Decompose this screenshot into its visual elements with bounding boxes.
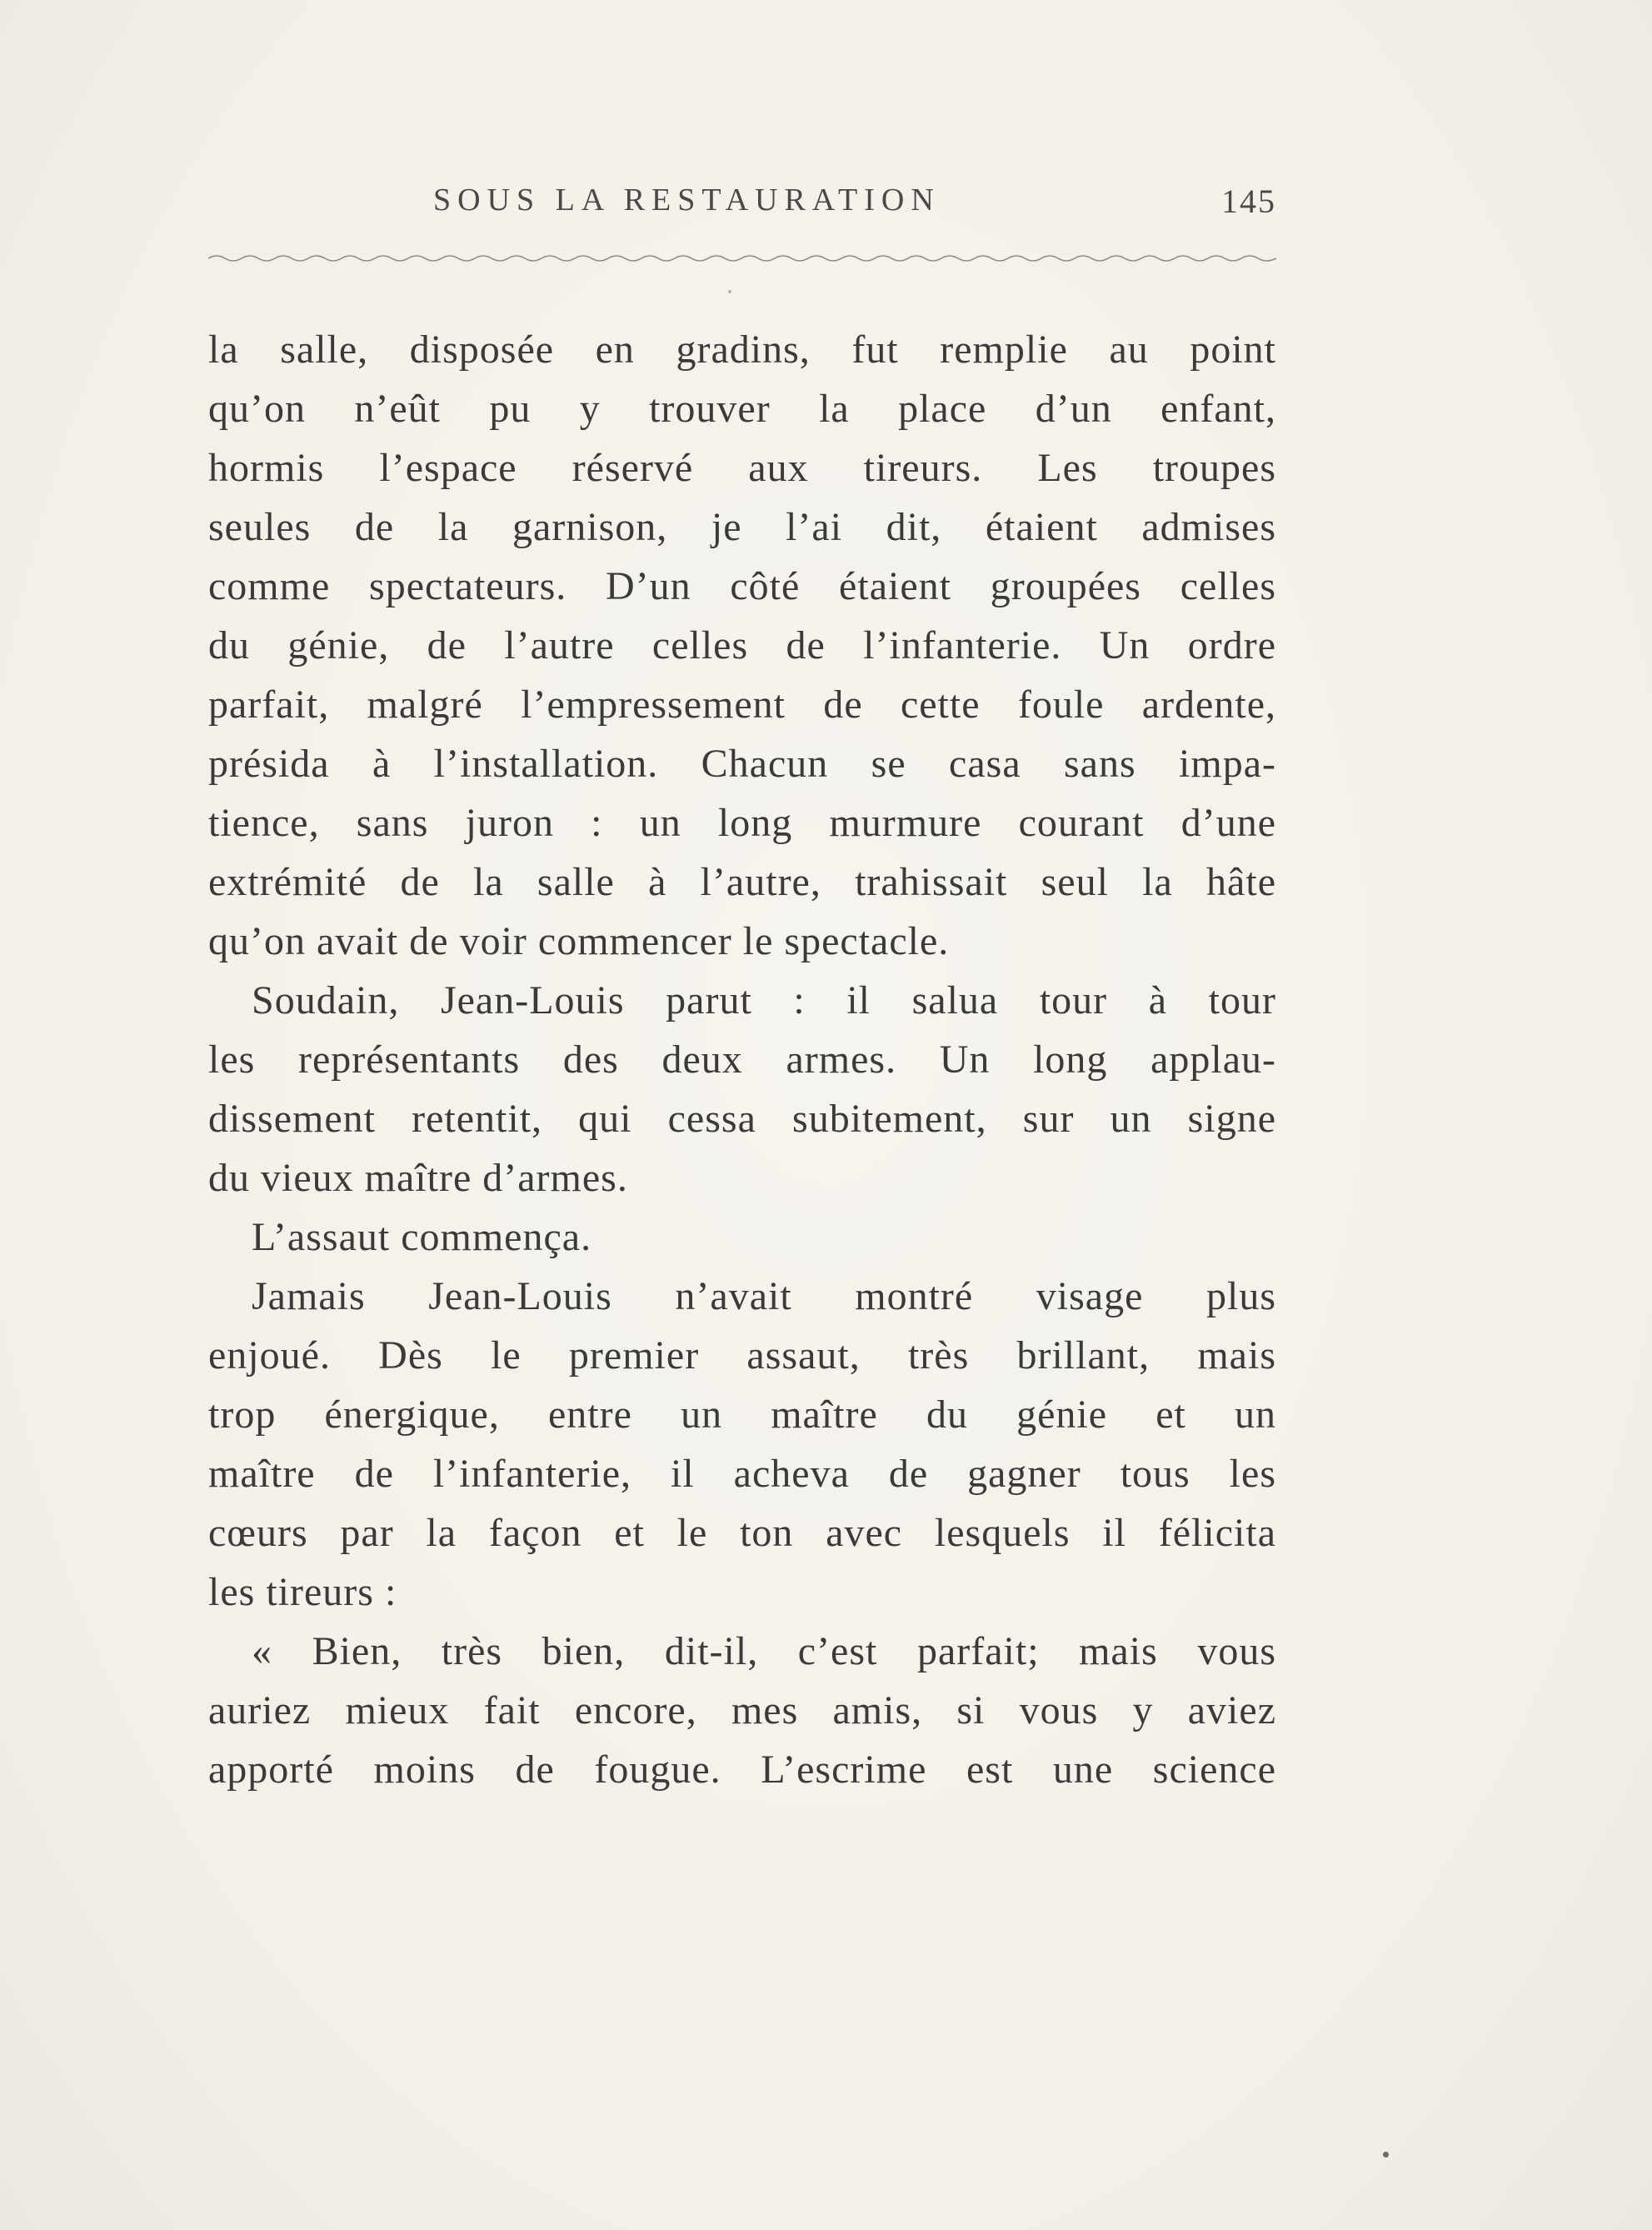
text-line: enjoué. Dès le premier assaut, très brillant, mais bbox=[208, 1333, 1276, 1378]
ornamental-rule bbox=[208, 250, 1276, 267]
text-line: trop énergique, entre un maître du génie et un bbox=[208, 1392, 1276, 1437]
text-line: dissement retentit, qui cessa subitement, sur un signe bbox=[208, 1097, 1276, 1141]
text-line: L’assaut commença. bbox=[252, 1215, 592, 1259]
paper-speck bbox=[728, 290, 731, 293]
text-line: cœurs par la façon et le ton avec lesquels il félicita bbox=[208, 1511, 1276, 1555]
text-line: du génie, de l’autre celles de l’infanterie. Un ordre bbox=[208, 623, 1276, 668]
text-line: les tireurs : bbox=[208, 1570, 397, 1614]
text-line: Soudain, Jean-Louis parut : il salua tour à tour bbox=[252, 978, 1276, 1022]
text-line: Jamais Jean-Louis n’avait montré visage plus bbox=[252, 1274, 1276, 1318]
text-line: hormis l’espace réservé aux tireurs. Les troupes bbox=[208, 446, 1276, 490]
text-line: apporté moins de fougue. L’escrime est une science bbox=[208, 1748, 1276, 1792]
text-line: les représentants des deux armes. Un long applau- bbox=[208, 1038, 1276, 1082]
running-head bbox=[208, 182, 1276, 232]
running-title: SOUS LA RESTAURATION bbox=[433, 182, 941, 218]
text-line: la salle, disposée en gradins, fut remplie au point bbox=[208, 328, 1276, 372]
text-line: présida à l’installation. Chacun se casa sans impa- bbox=[208, 742, 1276, 786]
text-line: extrémité de la salle à l’autre, trahissait seul la hâte bbox=[208, 860, 1276, 904]
text-line: maître de l’infanterie, il acheva de gagner tous les bbox=[208, 1452, 1276, 1496]
text-line: qu’on n’eût pu y trouver la place d’un enfant, bbox=[208, 387, 1276, 431]
text-line: parfait, malgré l’empressement de cette foule ardente, bbox=[208, 682, 1276, 727]
text-line: comme spectateurs. D’un côté étaient groupées celles bbox=[208, 564, 1276, 608]
body-text bbox=[208, 320, 1276, 1799]
text-line: qu’on avait de voir commencer le spectacle. bbox=[208, 919, 950, 963]
paper-speck bbox=[1383, 2152, 1389, 2158]
text-line: tience, sans juron : un long murmure courant d’une bbox=[208, 801, 1276, 845]
text-line: du vieux maître d’armes. bbox=[208, 1156, 628, 1200]
text-line: « Bien, très bien, dit-il, c’est parfait; mais vous bbox=[252, 1629, 1276, 1673]
text-line: auriez mieux fait encore, mes amis, si vous y aviez bbox=[208, 1688, 1276, 1732]
page-number: 145 bbox=[1221, 182, 1276, 220]
text-line: seules de la garnison, je l’ai dit, étaient admises bbox=[208, 505, 1276, 549]
